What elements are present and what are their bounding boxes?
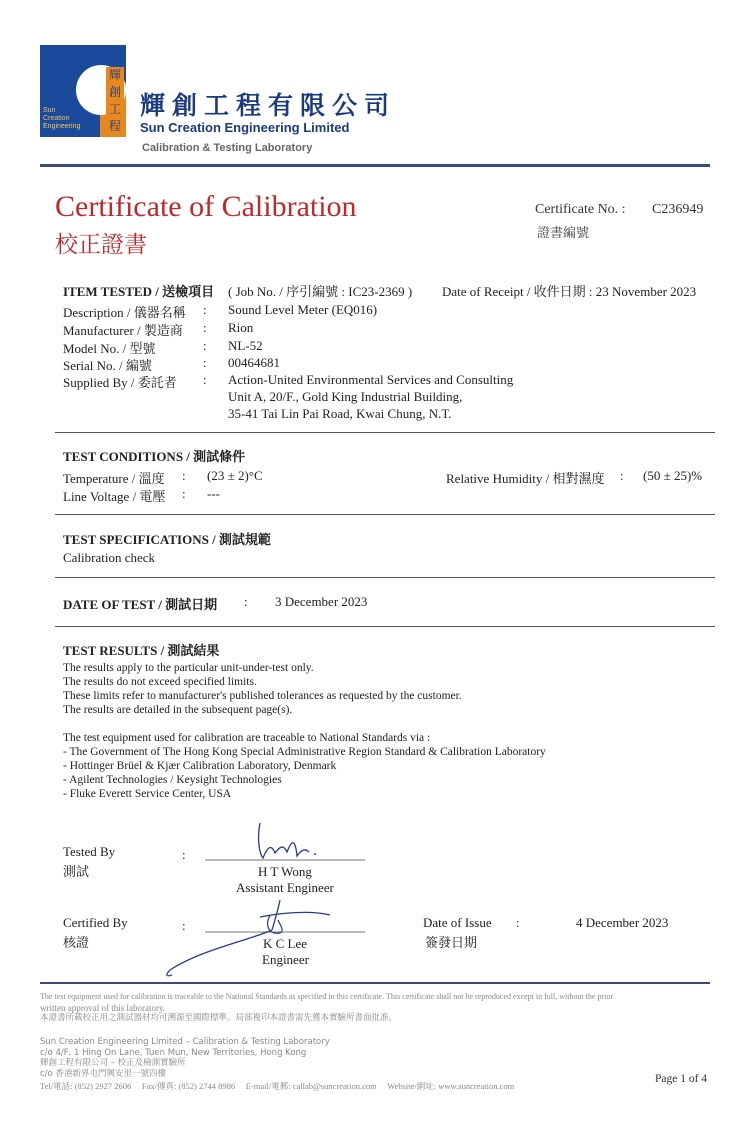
item-tested-heading: ITEM TESTED / 送檢項目 bbox=[63, 284, 215, 299]
footer-address-line: c/o 4/F, 1 Hing On Lane, Tuen Mun, New Territories, Hong Kong bbox=[40, 1047, 307, 1058]
temperature-colon: : bbox=[182, 468, 186, 483]
serial-label: Serial No. / 編號 bbox=[63, 358, 152, 373]
tester-name: H T Wong bbox=[258, 864, 312, 879]
test-conditions-heading: TEST CONDITIONS / 測試條件 bbox=[63, 449, 246, 464]
certificate-number-label-chinese: 證書編號 bbox=[537, 226, 590, 241]
tester-title: Assistant Engineer bbox=[236, 880, 334, 895]
certificate-number-label: Certificate No. : bbox=[535, 202, 626, 217]
date-of-test-value: 3 December 2023 bbox=[275, 594, 368, 609]
company-name-chinese: 輝創工程有限公司 bbox=[140, 91, 397, 120]
certified-by-label-chinese: 核證 bbox=[63, 935, 90, 950]
results-line: The results apply to the particular unit-under-test only. bbox=[63, 662, 314, 674]
serial-value: 00464681 bbox=[228, 355, 280, 370]
date-of-test-colon: : bbox=[244, 594, 248, 609]
date-of-issue-value: 4 December 2023 bbox=[576, 915, 669, 930]
line-voltage-label: Line Voltage / 電壓 bbox=[63, 489, 166, 504]
certifier-title: Engineer bbox=[262, 952, 309, 967]
model-label: Model No. / 型號 bbox=[63, 341, 156, 356]
traceability-item: - The Government of The Hong Kong Special Administrative Region Standard & Calibration Laboratory bbox=[63, 746, 546, 758]
line-voltage-value: --- bbox=[207, 486, 220, 501]
certificate-title-english: Certificate of Calibration bbox=[55, 190, 357, 223]
page-number: Page 1 of 4 bbox=[655, 1073, 708, 1085]
results-line: These limits refer to manufacturer's published tolerances as requested by the customer. bbox=[63, 690, 462, 702]
address-line-2: 35-41 Tai Lin Pai Road, Kwai Chung, N.T. bbox=[228, 406, 452, 421]
humidity-value: (50 ± 25)% bbox=[643, 468, 703, 483]
test-specifications-value: Calibration check bbox=[63, 550, 156, 565]
logo-english-text: Sun Creation Engineering bbox=[43, 107, 81, 130]
footer-address-line: Sun Creation Engineering Limited – Calibration & Testing Laboratory bbox=[40, 1037, 330, 1047]
date-of-issue-label: Date of Issue bbox=[423, 915, 492, 930]
date-of-test-heading: DATE OF TEST / 測試日期 bbox=[63, 597, 218, 612]
tested-by-label: Tested By bbox=[63, 844, 116, 859]
description-value: Sound Level Meter (EQ016) bbox=[228, 302, 378, 317]
section-divider bbox=[55, 626, 715, 627]
humidity-label: Relative Humidity / 相對濕度 bbox=[446, 471, 605, 486]
test-results-heading: TEST RESULTS / 測試結果 bbox=[63, 643, 220, 658]
traceability-item: - Agilent Technologies / Keysight Technologies bbox=[63, 774, 282, 786]
section-divider bbox=[55, 577, 715, 578]
temperature-label: Temperature / 溫度 bbox=[63, 471, 165, 486]
description-label: Description / 儀器名稱 bbox=[63, 305, 186, 320]
serial-colon: : bbox=[203, 355, 207, 370]
section-divider bbox=[55, 514, 715, 515]
section-divider bbox=[55, 432, 715, 433]
job-number: ( Job No. / 序引編號 : IC23-2369 ) bbox=[228, 284, 413, 299]
tested-by-label-chinese: 測試 bbox=[63, 864, 90, 879]
description-colon: : bbox=[203, 302, 207, 317]
date-of-issue-colon: : bbox=[516, 915, 520, 930]
traceability-text bbox=[63, 731, 546, 801]
manufacturer-colon: : bbox=[203, 320, 207, 335]
tested-by-colon: : bbox=[182, 847, 186, 862]
results-line: The results are detailed in the subsequent page(s). bbox=[63, 704, 293, 716]
footer-address bbox=[40, 1037, 330, 1079]
line-voltage-colon: : bbox=[182, 486, 186, 501]
results-text bbox=[63, 661, 462, 717]
certifier-name: K C Lee bbox=[263, 936, 308, 951]
traceability-item: - Fluke Everett Service Center, USA bbox=[63, 788, 232, 800]
footer-notice-line: written approval of this laboratory. bbox=[40, 1002, 166, 1013]
certified-by-label: Certified By bbox=[63, 915, 128, 930]
certified-by-colon: : bbox=[182, 918, 186, 933]
footer-address-line: c/o 香港新界屯門興安里一號四樓 bbox=[40, 1068, 166, 1079]
tester-signature bbox=[205, 818, 375, 868]
humidity-colon: : bbox=[620, 468, 624, 483]
certificate-title-chinese: 校正證書 bbox=[55, 232, 147, 258]
model-value: NL-52 bbox=[228, 338, 263, 353]
certificate-number: C236949 bbox=[652, 202, 704, 217]
temperature-value: (23 ± 2)°C bbox=[207, 468, 263, 483]
header-divider bbox=[40, 164, 710, 167]
model-colon: : bbox=[203, 338, 207, 353]
supplied-by-value: Action-United Environmental Services and Consulting bbox=[228, 372, 514, 387]
supplied-by-label: Supplied By / 委託者 bbox=[63, 375, 177, 390]
company-subtitle: Calibration & Testing Laboratory bbox=[142, 142, 313, 154]
results-line: The results do not exceed specified limits. bbox=[63, 676, 257, 688]
footer-notice-line: The test equipment used for calibration is traceable to the National Standards as specified in this certificate. This certificate shall not be reproduced except in full, without the prior bbox=[40, 992, 613, 1001]
traceability-intro: The test equipment used for calibration are traceable to National Standards via : bbox=[63, 732, 431, 744]
address-line-1: Unit A, 20/F., Gold King Industrial Building, bbox=[228, 389, 463, 404]
manufacturer-value: Rion bbox=[228, 320, 254, 335]
footer-notice bbox=[40, 992, 720, 1024]
footer-contact: Tel/電話: (852) 2927 2606 Fax/傳真: (852) 2744 8986 E-mail/電郵: callab@suncreation.com Website/網址: www.suncreation.com bbox=[40, 1081, 515, 1091]
traceability-item: - Hottinger Brüel & Kjær Calibration Laboratory, Denmark bbox=[63, 760, 337, 772]
date-of-issue-label-chinese: 簽發日期 bbox=[425, 935, 478, 950]
logo-chinese-strip: 輝 創 工 程 bbox=[106, 67, 124, 137]
supplied-by-colon: : bbox=[203, 372, 207, 387]
footer-divider bbox=[40, 982, 710, 984]
test-specifications-heading: TEST SPECIFICATIONS / 測試規範 bbox=[63, 532, 271, 547]
footer-address-line: 輝創工程有限公司 – 校正及檢測實驗所 bbox=[40, 1058, 186, 1068]
manufacturer-label: Manufacturer / 製造商 bbox=[63, 323, 183, 338]
footer-notice-chinese: 本證書所載校正用之測試器材均可溯源至國際標準。局部複印本證書需先獲本實驗所書面批准。 bbox=[40, 1013, 398, 1023]
company-name-english: Sun Creation Engineering Limited bbox=[140, 120, 350, 135]
date-of-receipt: Date of Receipt / 收件日期 : 23 November 2023 bbox=[442, 284, 697, 299]
